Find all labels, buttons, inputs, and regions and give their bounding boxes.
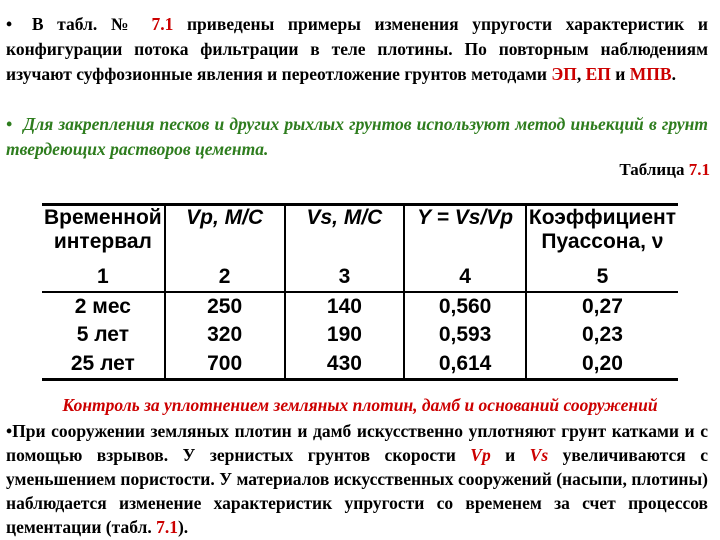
paragraph-injection — [6, 112, 708, 162]
bullet: • — [6, 421, 13, 441]
vp-symbol: Vp — [470, 445, 491, 465]
header-cell: Y = Vs/Vp — [404, 205, 526, 263]
method-ep: ЭП — [551, 64, 577, 84]
header-cell: Временной интервал — [44, 206, 162, 253]
table-caption: Таблица 7.1 — [619, 160, 710, 179]
table-row: 2 мес 250 140 0,560 0,27 — [42, 292, 678, 321]
table-row: 5 лет 320 190 0,593 0,23 — [42, 321, 678, 349]
header-cell: Vp, M/C — [165, 205, 285, 263]
bullet: • — [6, 14, 13, 34]
data-table — [42, 203, 678, 381]
text: приведены примеры изменения упругости характеристик и конфигурации потока фильтрации в теле плотины. По повторным наблюдениям изучают суффозионные явления и переотложение грунтов методами — [6, 14, 709, 84]
header-cell: Vs, M/C — [285, 205, 405, 263]
column-number-row: 1 2 3 4 5 — [42, 263, 678, 292]
paragraph-compaction: •При сооружении земляных плотин и дамб искусственно уплотняют грунт катками и с помощью взрывов. У зернистых грунтов скорости Vp и Vs увеличиваются с уменьшением пористости. У материалов искусственных сооружений (насыпи, плотины) наблюдается изменение характеристик упругости со временем за счет процессов цементации (табл. 7.1). — [6, 421, 708, 537]
text: Для закрепления песков и других рыхлых грунтов используют метод иньекций в грунт твердеющих растворов цемента. — [6, 114, 708, 159]
table-row: 25 лет 700 430 0,614 0,20 — [42, 350, 678, 380]
table-reference: 7.1 — [151, 14, 174, 34]
table-header-row — [42, 205, 678, 263]
text: В табл. № — [31, 14, 152, 34]
method-mpv: МПВ — [629, 64, 672, 84]
caption-number: 7.1 — [688, 160, 710, 179]
header-cell: Коэффициент Пуассона, ν — [526, 205, 678, 263]
method-ep2: ЕП — [585, 64, 611, 84]
paragraph-table-intro: • В табл. № 7.1 приведены примеры изменения упругости характеристик и конфигурации потока фильтрации в теле плотины. По повторным наблюдениям изучают суффозионные явления и переотложение грунтов методами ЭП, ЕП и МПВ. — [6, 14, 709, 84]
section-title: Контроль за уплотнением земляных плотин, дамб и оснований сооружений — [62, 395, 658, 415]
bullet: • — [6, 114, 13, 134]
table-reference: 7.1 — [156, 517, 178, 537]
vs-symbol: Vs — [529, 445, 549, 465]
